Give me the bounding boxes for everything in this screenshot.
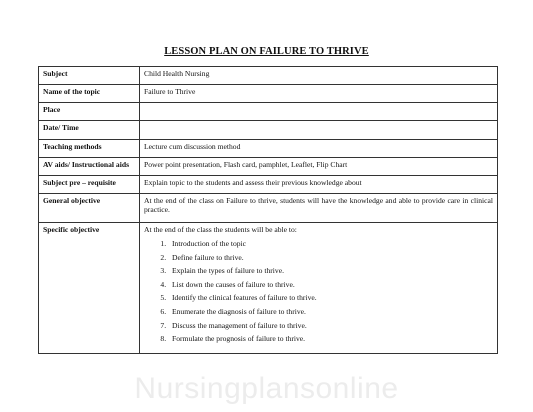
row-value: Child Health Nursing <box>140 67 498 85</box>
row-label: Name of the topic <box>39 85 140 103</box>
list-item: 1. Introduction of the topic <box>168 239 493 248</box>
table-row-av-aids <box>39 158 498 176</box>
list-item: 7. Discuss the management of failure to thrive. <box>168 321 493 330</box>
row-label: Place <box>39 103 140 121</box>
row-value: At the end of the class on Failure to thrive, students will have the knowledge and able to provide care in clinical practice. <box>140 194 498 223</box>
document-title: LESSON PLAN ON FAILURE TO THRIVE <box>164 46 369 57</box>
table-row-prerequisite <box>39 176 498 194</box>
list-item: 4. List down the causes of failure to thrive. <box>168 280 493 289</box>
list-item: 3. Explain the types of failure to thrive. <box>168 266 493 275</box>
row-label: Date/ Time <box>39 121 140 140</box>
row-value: Failure to Thrive <box>140 85 498 103</box>
row-value: Power point presentation, Flash card, pamphlet, Leaflet, Flip Chart <box>140 158 498 176</box>
row-value <box>140 121 498 140</box>
row-label: Specific objective <box>39 223 140 354</box>
row-value <box>140 103 498 121</box>
table-row-subject <box>39 67 498 85</box>
list-item: 2. Define failure to thrive. <box>168 253 493 262</box>
list-item: 5. Identify the clinical features of failure to thrive. <box>168 293 493 302</box>
row-label: Subject pre – requisite <box>39 176 140 194</box>
row-value: Explain topic to the students and assess their previous knowledge about <box>140 176 498 194</box>
table-row-topic <box>39 85 498 103</box>
table-row-date-time <box>39 121 498 140</box>
watermark: Nursingplansonline <box>134 372 399 405</box>
objectives-list <box>144 239 493 343</box>
list-item: 6. Enumerate the diagnosis of failure to thrive. <box>168 307 493 316</box>
row-label: Teaching methods <box>39 140 140 158</box>
row-label: AV aids/ Instructional aids <box>39 158 140 176</box>
row-label: Subject <box>39 67 140 85</box>
lesson-plan-table <box>38 66 498 354</box>
list-item: 8. Formulate the prognosis of failure to thrive. <box>168 334 493 343</box>
table-row-general-objective <box>39 194 498 223</box>
table-row-place <box>39 103 498 121</box>
objectives-intro: At the end of the class the students will be able to: <box>144 225 297 234</box>
table-row-teaching-methods <box>39 140 498 158</box>
row-label: General objective <box>39 194 140 223</box>
row-value: Lecture cum discussion method <box>140 140 498 158</box>
row-value <box>140 223 498 354</box>
table-row-specific-objective <box>39 223 498 354</box>
